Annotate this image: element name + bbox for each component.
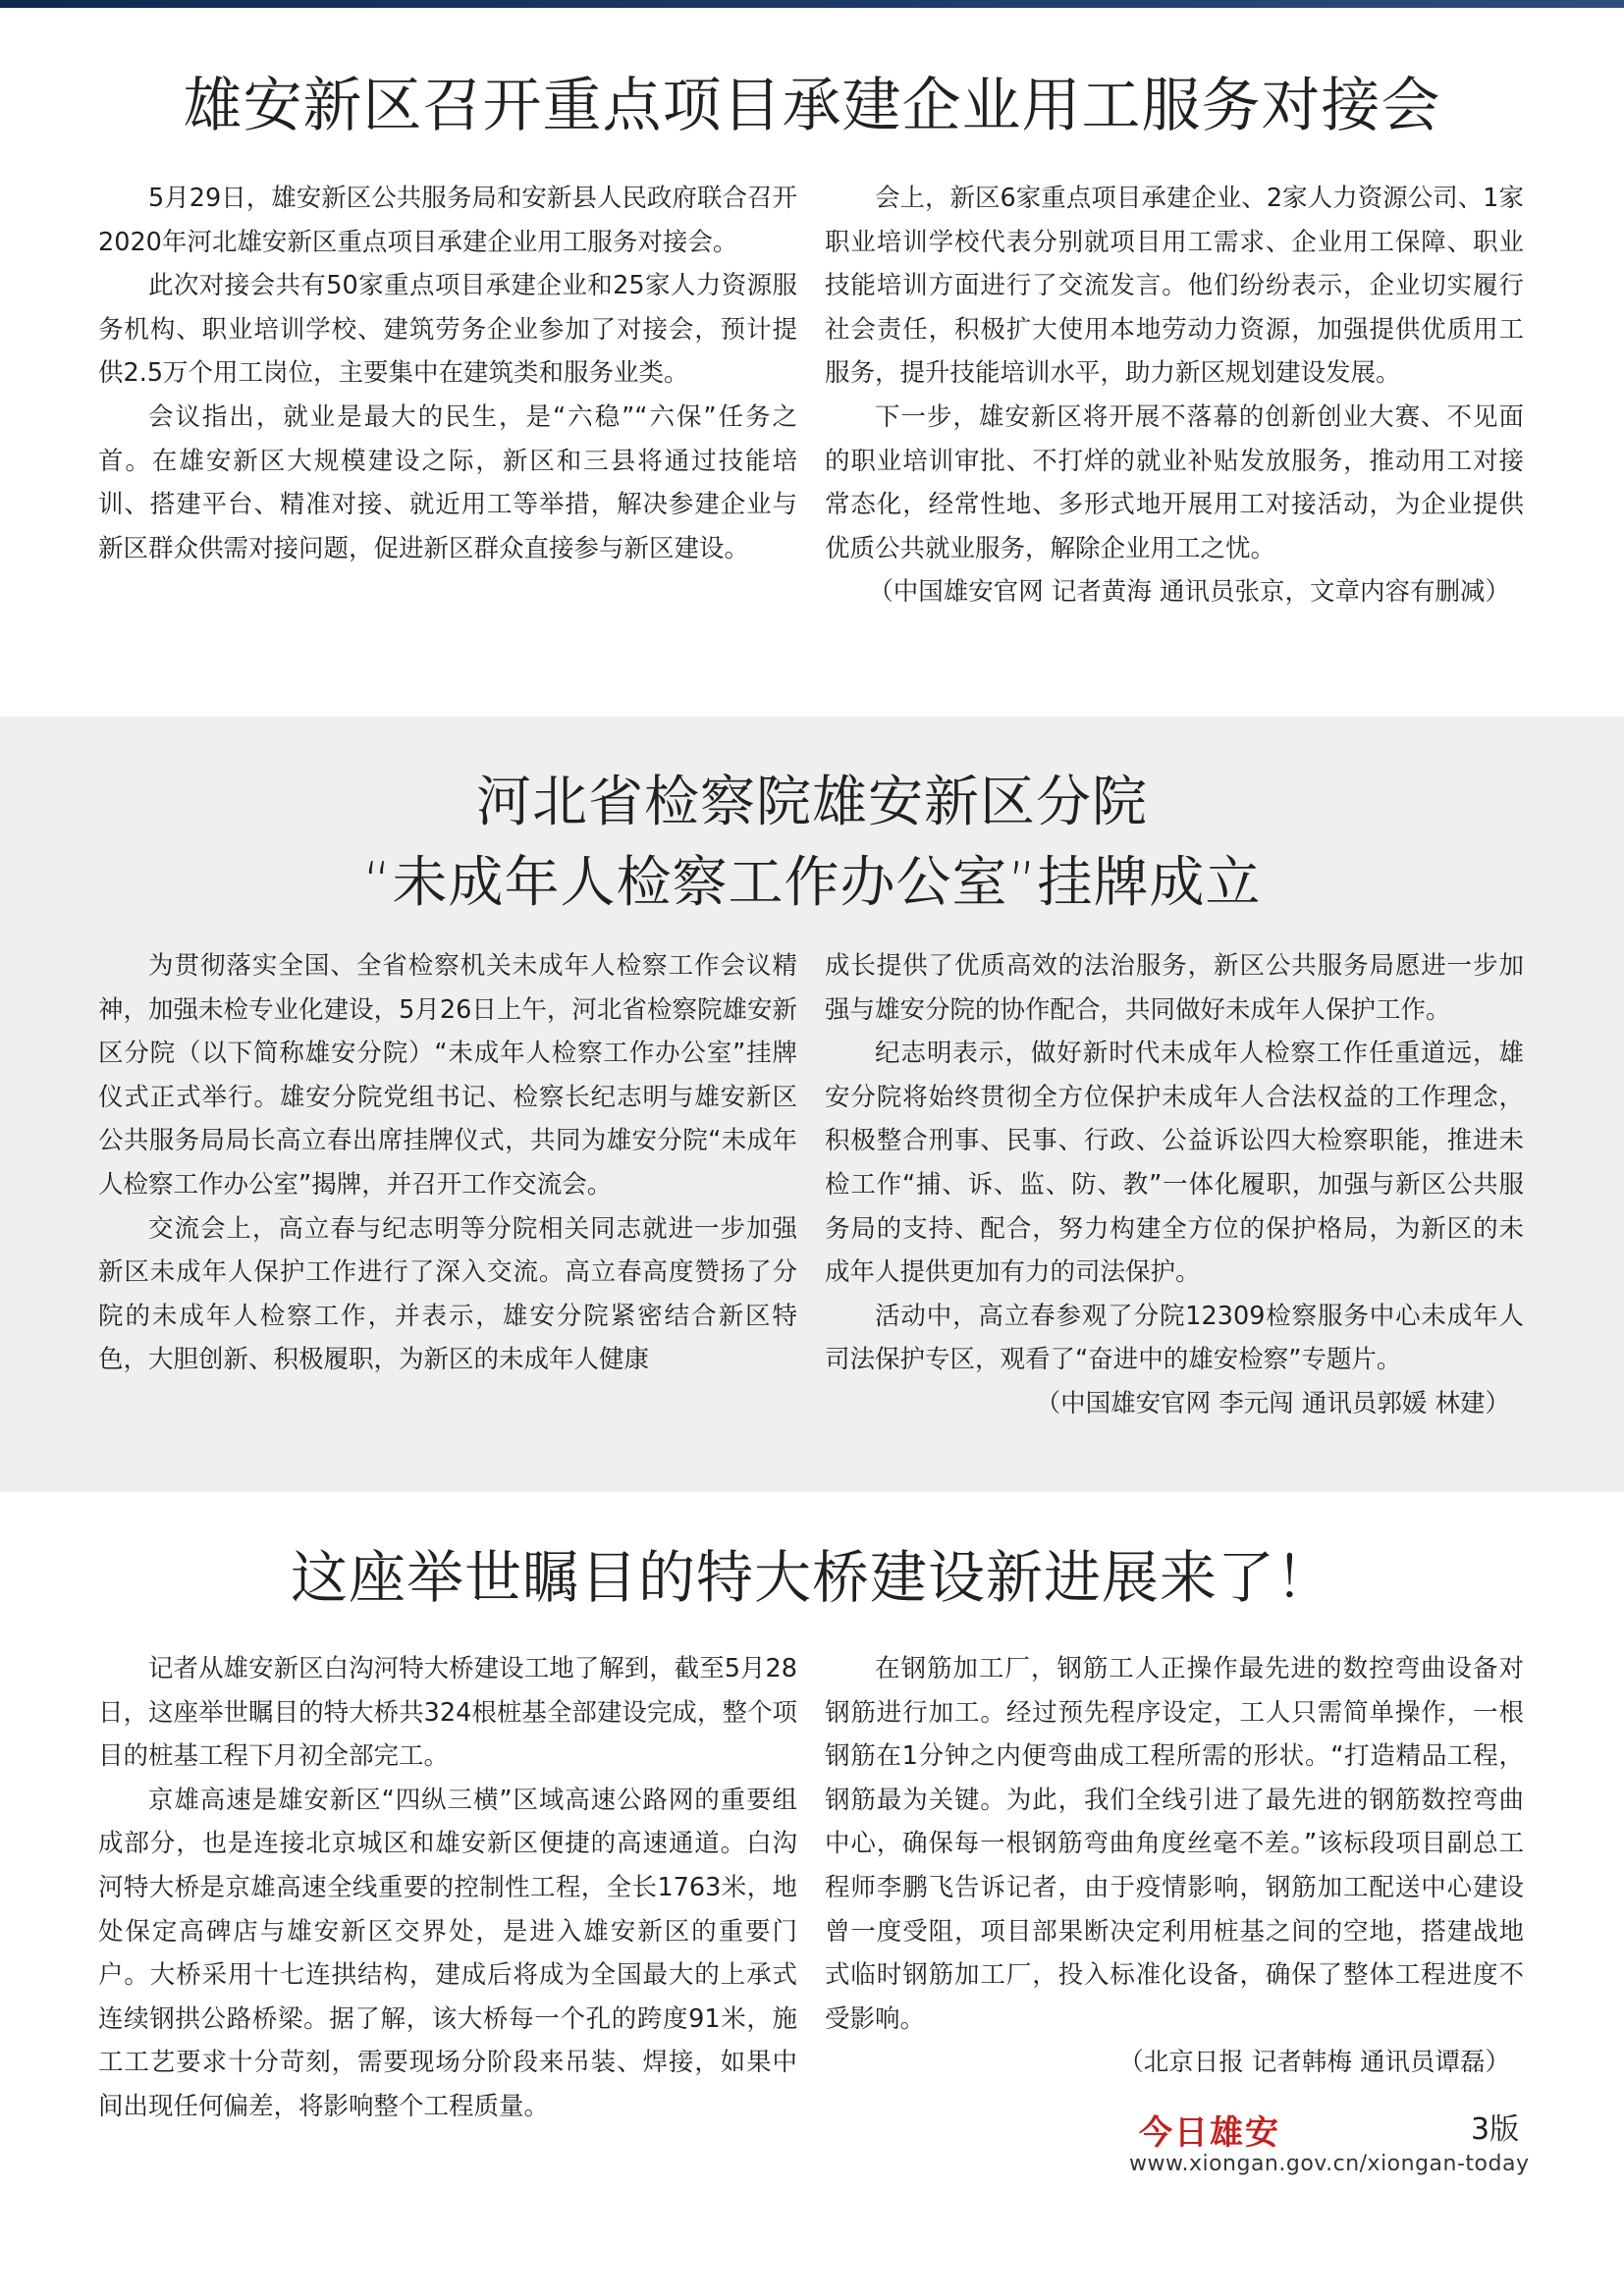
- paragraph: 5月29日，雄安新区公共服务局和安新县人民政府联合召开2020年河北雄安新区重点项目承建企业用工服务对接会。: [98, 184, 797, 257]
- paragraph: 为贯彻落实全国、全省检察机关未成年人检察工作会议精神，加强未检专业化建设，5月26日上午，河北省检察院雄安新区分院（以下简称雄安分院）“未成年人检察工作办公室”挂牌仪式正式举行。雄安分院党组书记、检察长纪志明与雄安新区公共服务局局长高立春出席挂牌仪式，共同为雄安分院“未成年人检察工作办公室”揭牌，并召开工作交流会。: [98, 951, 797, 1200]
- paragraph: 京雄高速是雄安新区“四纵三横”区域高速公路网的重要组成部分，也是连接北京城区和雄安新区便捷的高速通道。白沟河特大桥是京雄高速全线重要的控制性工程，全长1763米，地处保定高碑店与雄安新区交界处，是进入雄安新区的重要门户。大桥采用十七连拱结构，建成后将成为全国最大的上承式连续钢拱公路桥梁。据了解，该大桥每一个孔的跨度91米，施工工艺要求十分苛刻，需要现场分阶段来吊装、焊接，如果中间出现任何偏差，将影响整个工程质量。: [98, 1785, 797, 2121]
- article-left-column: [98, 177, 797, 570]
- article-title: 这座举世瞩目的特大桥建设新进展来了！: [290, 1544, 1333, 1611]
- paragraph: 会上，新区6家重点项目承建企业、2家人力资源公司、1家职业培训学校代表分别就项目用工需求、企业用工保障、职业技能培训方面进行了交流发言。他们纷纷表示，企业切实履行社会责任，积极扩大使用本地劳动力资源，加强提供优质用工服务，提升技能培训水平，助力新区规划建设发展。: [825, 184, 1524, 389]
- article-title-line-2: “未成年人检察工作办公室”挂牌成立: [362, 851, 1262, 915]
- paragraph-continued: 成长提供了优质高效的法治服务，新区公共服务局愿进一步加强与雄安分院的协作配合，共同做好未成年人保护工作。: [825, 951, 1524, 1025]
- website-link[interactable]: www.xiongan.gov.cn/xiongan-today: [1129, 2152, 1530, 2176]
- article-source: （北京日报 记者韩梅 通讯员谭磊）: [1118, 2048, 1510, 2078]
- paragraph: 会议指出，就业是最大的民生，是“六稳”“六保”任务之首。在雄安新区大规模建设之际，新区和三县将通过技能培训、搭建平台、精准对接、就近用工等举措，解决参建企业与新区群众供需对接问题，促进新区群众直接参与新区建设。: [98, 401, 797, 563]
- article-source: （中国雄安官网 记者黄海 通讯员张京，文章内容有删减）: [868, 577, 1510, 608]
- article-right-column: [825, 1647, 1524, 2085]
- article-left-column: [98, 944, 797, 1382]
- paragraph: 此次对接会共有50家重点项目承建企业和25家人力资源服务机构、职业培训学校、建筑劳务企业参加了对接会，预计提供2.5万个用工岗位，主要集中在建筑类和服务业类。: [98, 271, 797, 389]
- article-employment-meeting: [0, 8, 1624, 717]
- paragraph: 下一步，雄安新区将开展不落幕的创新创业大赛、不见面的职业培训审批、不打烊的就业补贴发放服务，推动用工对接常态化，经常性地、多形式地开展用工对接活动，为企业提供优质公共就业服务，解除企业用工之忧。: [825, 401, 1524, 563]
- top-accent-bar: [0, 0, 1624, 8]
- article-title-line-1: 河北省检察院雄安新区分院: [476, 771, 1148, 834]
- page-number: 3版: [1471, 2112, 1520, 2147]
- paragraph: 纪志明表示，做好新时代未成年人检察工作任重道远，雄安分院将始终贯彻全方位保护未成年人合法权益的工作理念，积极整合刑事、民事、行政、公益诉讼四大检察职能，推进未检工作“捕、诉、监、防、教”一体化履职，加强与新区公共服务局的支持、配合，努力构建全方位的保护格局，为新区的未成年人提供更加有力的司法保护。: [825, 1039, 1524, 1288]
- article-procuratorate-office: [0, 717, 1624, 1492]
- newspaper-logo: 今日雄安: [1139, 2113, 1280, 2153]
- article-left-column: [98, 1647, 797, 2129]
- paragraph: 活动中，高立春参观了分院12309检察服务中心未成年人司法保护专区，观看了“奋进中的雄安检察”专题片。: [825, 1301, 1524, 1375]
- article-title: 雄安新区召开重点项目承建企业用工服务对接会: [183, 72, 1441, 140]
- article-source: （中国雄安官网 李元闯 通讯员郭媛 林建）: [1035, 1388, 1510, 1418]
- paragraph: 在钢筋加工厂，钢筋工人正操作最先进的数控弯曲设备对钢筋进行加工。经过预先程序设定，工人只需简单操作，一根钢筋在1分钟之内便弯曲成工程所需的形状。“打造精品工程，钢筋最为关键。为此，我们全线引进了最先进的钢筋数控弯曲中心，确保每一根钢筋弯曲角度丝毫不差。”该标段项目副总工程师李鹏飞告诉记者，由于疫情影响，钢筋加工配送中心建设曾一度受阻，项目部果断决定利用桩基之间的空地，搭建战地式临时钢筋加工厂，投入标准化设备，确保了整体工程进度不受影响。: [825, 1654, 1524, 2034]
- paragraph: 交流会上，高立春与纪志明等分院相关同志就进一步加强新区未成年人保护工作进行了深入交流。高立春高度赞扬了分院的未成年人检察工作，并表示，雄安分院紧密结合新区特色，大胆创新、积极履职，为新区的未成年人健康: [98, 1213, 797, 1375]
- article-right-column: [825, 177, 1524, 614]
- article-right-column: [825, 944, 1524, 1426]
- paragraph: 记者从雄安新区白沟河特大桥建设工地了解到，截至5月28日，这座举世瞩目的特大桥共324根桩基全部建设完成，整个项目的桩基工程下月初全部完工。: [98, 1654, 797, 1772]
